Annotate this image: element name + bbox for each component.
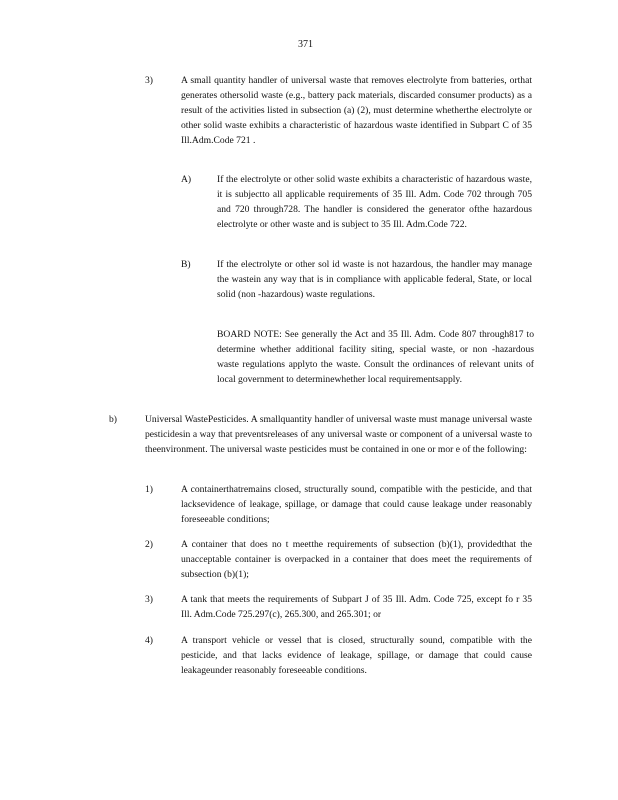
paragraph-b-label: B): [181, 259, 191, 270]
section-b-text: Universal WastePesticides. A smallquantity handler of universal waste must manage universal waste pesticidesin a way that preventsreleases of any universal waste or component of a universal waste to theenvironment. The universal waste pesticides must be contained in one or mor e of the following:: [145, 414, 532, 455]
paragraph-a-label: A): [181, 174, 192, 185]
paragraph-a-text: If the electrolyte or other solid waste exhibits a characteristic of hazardous waste, it is subjectto all applicable requirements of 35 Ill. Adm. Code 702 through 705 and 720 through728. The handler is considered the generator ofthe hazardous electrolyte or other waste and is subject to 35 Ill. Adm.Code 722.: [217, 174, 532, 230]
page-number: 371: [298, 39, 313, 50]
paragraph-3-label: 3): [145, 75, 153, 86]
item-3-label: 3): [145, 594, 153, 605]
item-1-text: A containerthatremains closed, structurally sound, compatible with the pesticide, and that lacksevidence of leakage, spillage, or damage that could cause leakage under reasonably foreseeable conditions;: [181, 484, 532, 525]
board-note: BOARD NOTE: See generally the Act and 35 Ill. Adm. Code 807 through817 to determine whether additional facility siting, special waste, or non -hazardous waste regulations applyto the waste. Consult the ordinances of relevant units of local government to determinewhether local requirementsapply.: [217, 329, 534, 385]
item-3-text: A tank that meets the requirements of Subpart J of 35 Ill. Adm. Code 725, except fo r 35 Ill. Adm.Code 725.297(c), 265.300, and 265.301; or: [181, 594, 532, 620]
item-4-text: A transport vehicle or vessel that is closed, structurally sound, compatible with the pesticide, and that lacks evidence of leakage, spillage, or damage that could cause leakageunder reasonably foreseeable conditions.: [181, 635, 532, 676]
section-b-label: b): [109, 414, 117, 425]
item-1-label: 1): [145, 484, 153, 495]
paragraph-3-text: A small quantity handler of universal waste that removes electrolyte from batteries, orthat generates othersolid waste (e.g., battery pack materials, discarded consumer products) as a result of the activities listed in subsection (a) (2), must determine whetherthe electrolyte or other solid waste exhibits a characteristic of hazardous waste identified in Subpart C of 35 Ill.Adm.Code 721 .: [181, 75, 532, 146]
paragraph-b-text: If the electrolyte or other sol id waste is not hazardous, the handler may manage the wastein any way that is in compliance with applicable federal, State, or local solid (non -hazardous) waste regulations.: [217, 259, 532, 300]
item-2-text: A container that does no t meetthe requirements of subsection (b)(1), providedthat the unacceptable container is overpacked in a container that does meet the requirements of subsection (b)(1);: [181, 539, 532, 580]
item-4-label: 4): [145, 635, 153, 646]
item-2-label: 2): [145, 539, 153, 550]
